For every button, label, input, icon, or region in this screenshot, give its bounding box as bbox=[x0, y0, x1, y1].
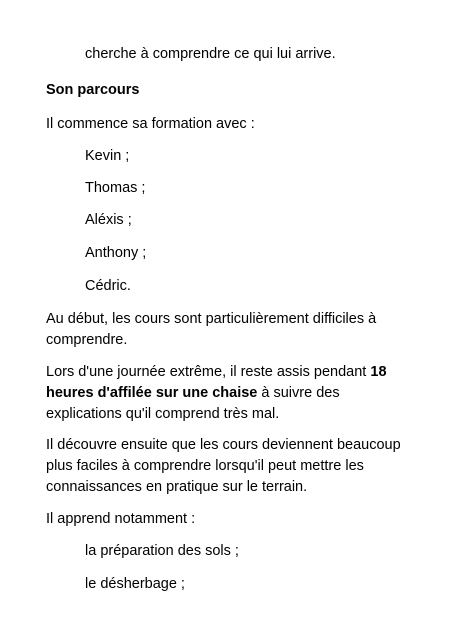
classmate-item: Anthony ; bbox=[85, 245, 147, 261]
paragraph-easier: Il découvre ensuite que les cours deviennent beaucoup plus faciles à comprendre lorsqu'il peut mettre les connaissances en pratique sur le terrain. bbox=[46, 437, 401, 495]
section-heading: Son parcours bbox=[46, 82, 140, 98]
paragraph-difficult: Au début, les cours sont particulièrement difficiles à comprendre. bbox=[46, 311, 377, 348]
classmate-item: Kevin ; bbox=[85, 148, 130, 164]
formation-intro: Il commence sa formation avec : bbox=[46, 116, 255, 132]
intro-fragment: cherche à comprendre ce qui lui arrive. bbox=[85, 46, 336, 62]
paragraph-extreme bbox=[46, 362, 406, 425]
learned-item: la préparation des sols ; bbox=[85, 543, 239, 559]
classmate-item: Thomas ; bbox=[85, 180, 146, 196]
classmate-item: Aléxis ; bbox=[85, 212, 132, 228]
learned-item: le désherbage ; bbox=[85, 576, 185, 592]
paragraph-extreme-before: Lors d'une journée extrême, il reste assis pendant bbox=[46, 364, 371, 380]
paragraph-extreme-after: à suivre des explications qu'il comprend très mal. bbox=[46, 385, 340, 422]
paragraph-extreme-bold: 18 heures d'affilée sur une chaise bbox=[46, 364, 387, 401]
classmate-item: Cédric. bbox=[85, 278, 131, 294]
learns-intro: Il apprend notamment : bbox=[46, 511, 196, 527]
